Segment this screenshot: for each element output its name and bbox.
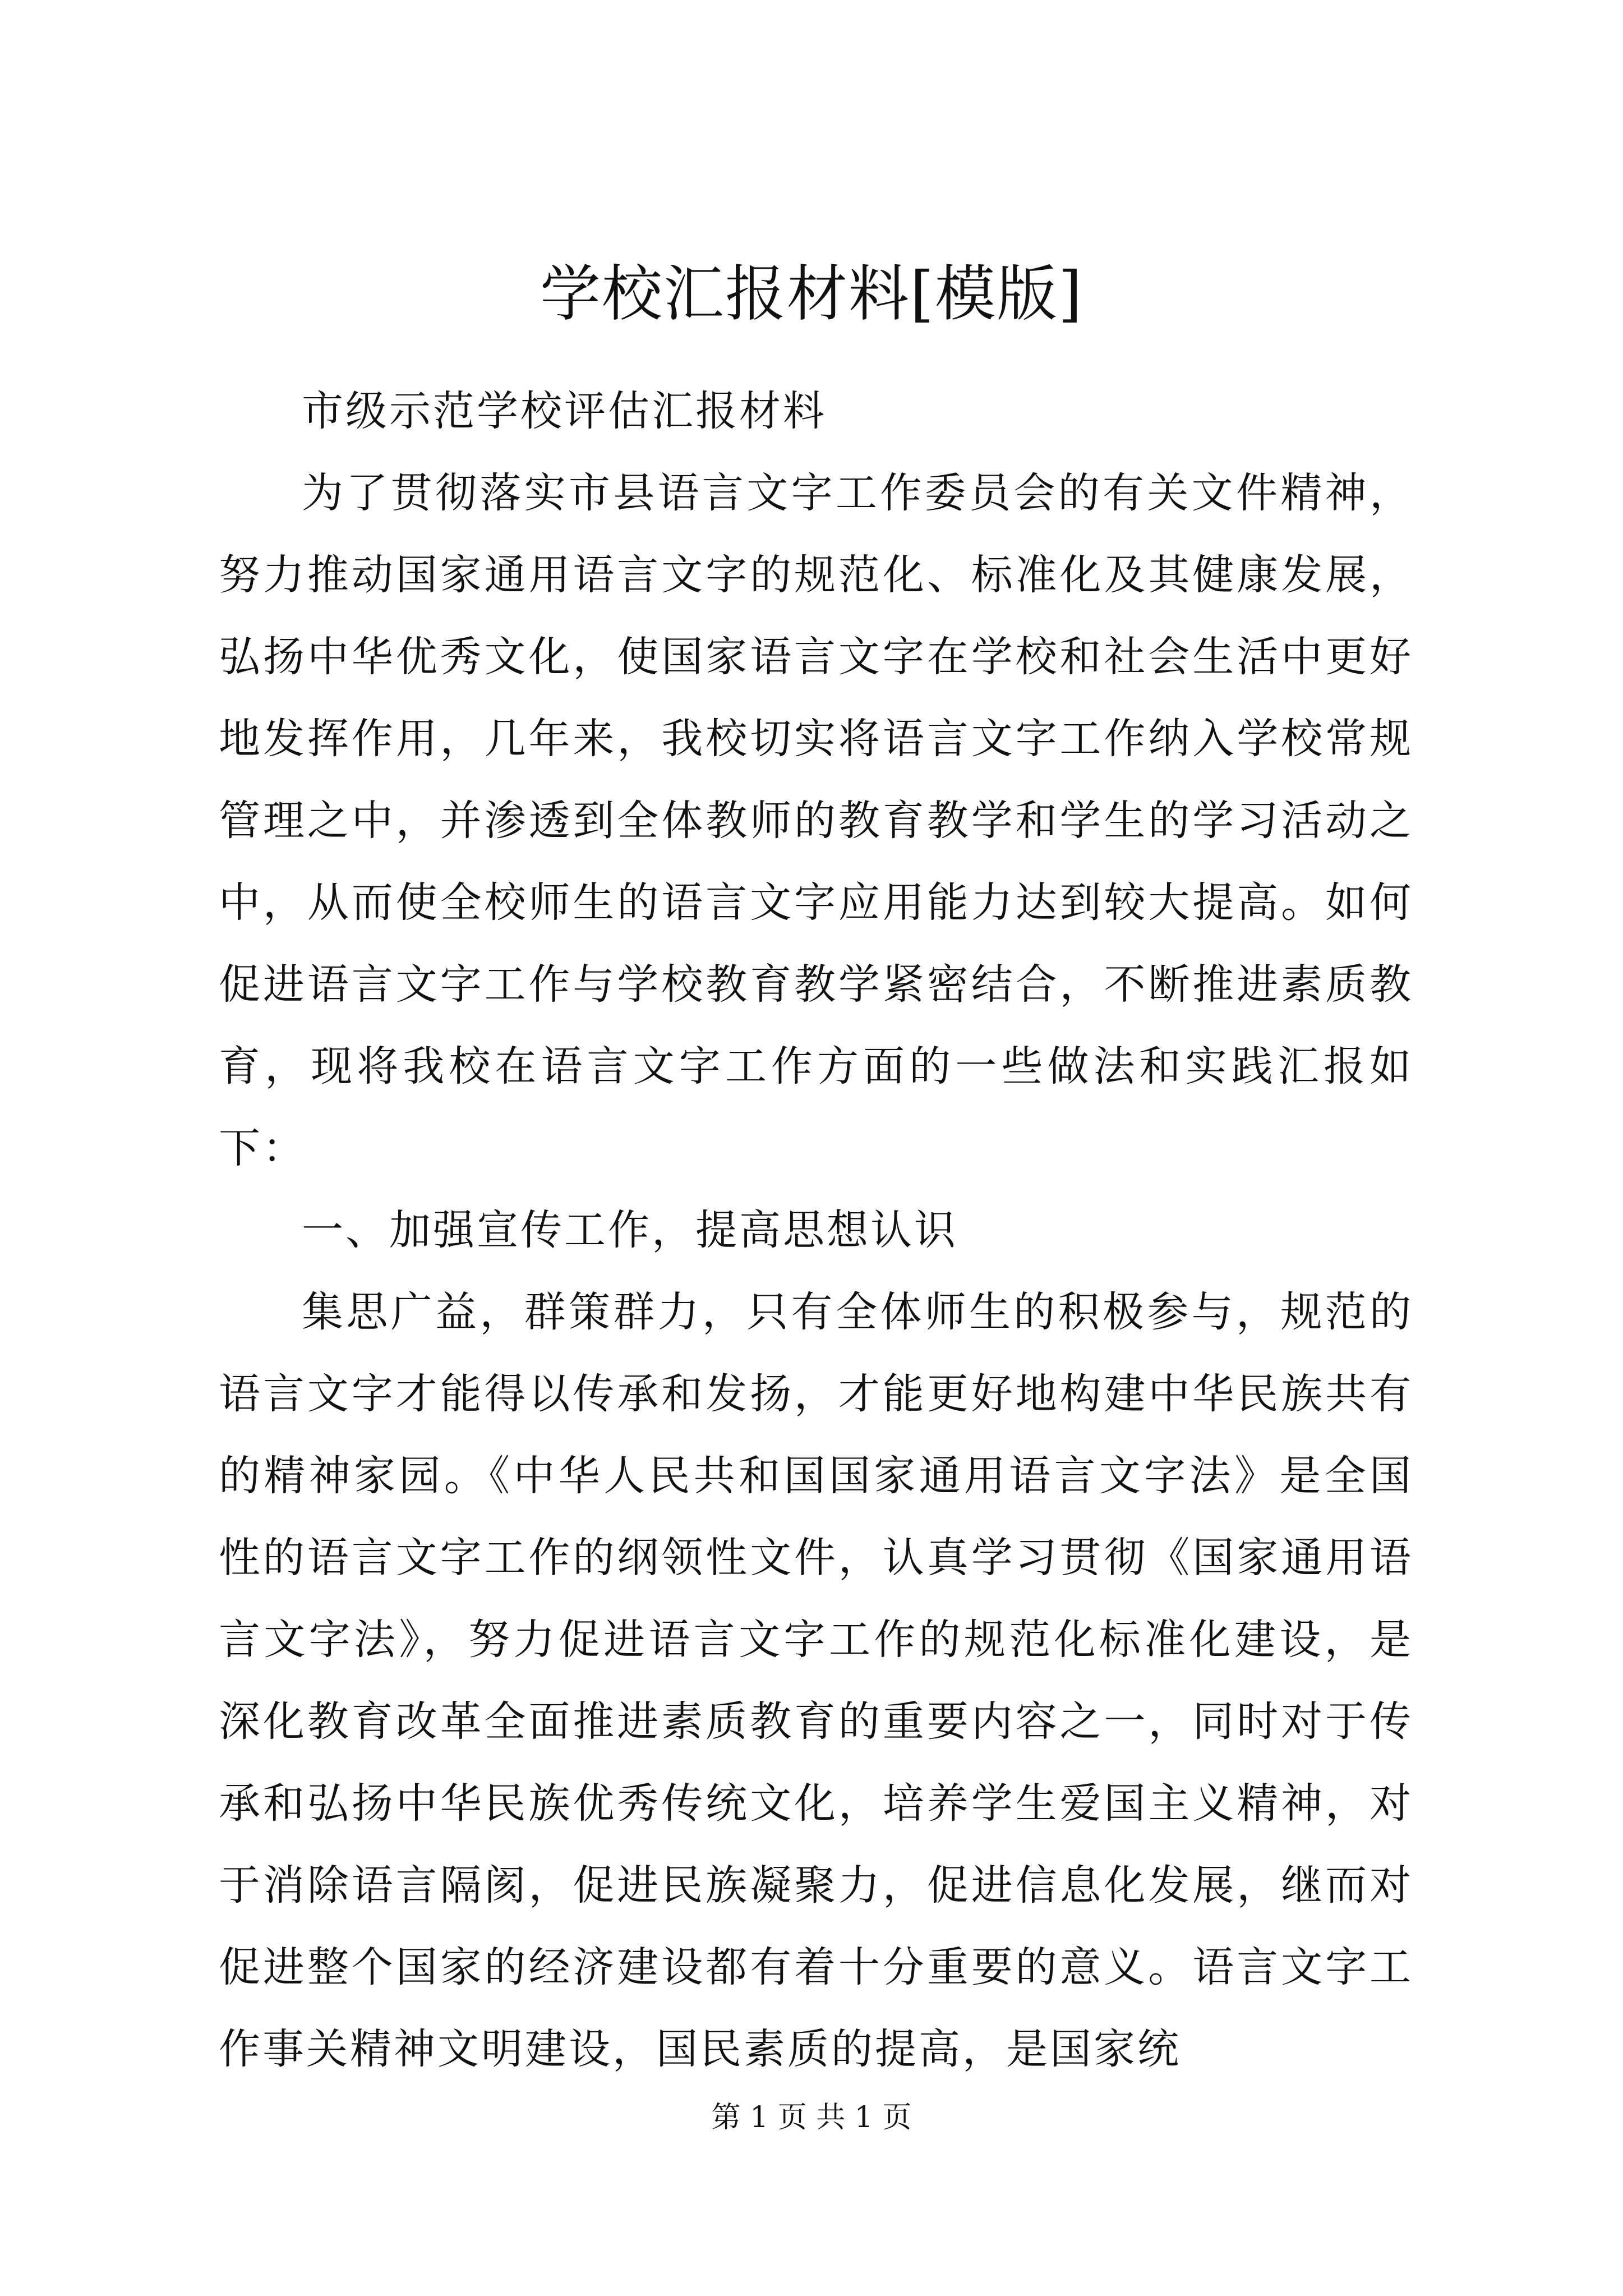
page-footer: 第 1 页 共 1 页: [711, 2101, 912, 2134]
subtitle-paragraph: 市级示范学校评估汇报材料: [302, 387, 827, 435]
body-paragraph: 集思广益，群策群力，只有全体师生的积极参与，规范的语言文字才能得以传承和发扬，才能更好地构建中华民族共有的精神家园。《中华人民共和国国家通用语言文字法》是全国性的语言文字工作的纲领性文件，认真学习贯彻《国家通用语言文字法》，努力促进语言文字工作的规范化标准化建设，是深化教育改革全面推进素质教育的重要内容之一，同时对于传承和弘扬中华民族优秀传统文化，培养学生爱国主义精神，对于消除语言隔阂，促进民族凝聚力，促进信息化发展，继而对促进整个国家的经济建设都有着十分重要的意义。语言文字工作事关精神文明建设，国民素质的提高，是国家统: [219, 1288, 1413, 2073]
document-body: [219, 370, 1413, 2090]
section-heading: 一、加强宣传工作，提高思想认识: [302, 1206, 958, 1254]
intro-paragraph: 为了贯彻落实市县语言文字工作委员会的有关文件精神，努力推动国家通用语言文字的规范化、标准化及其健康发展，弘扬中华优秀文化，使国家语言文字在学校和社会生活中更好地发挥作用，几年来，我校切实将语言文字工作纳入学校常规管理之中，并渗透到全体教师的教育教学和学生的学习活动之中，从而使全校师生的语言文字应用能力达到较大提高。如何促进语言文字工作与学校教育教学紧密结合，不断推进素质教育，现将我校在语言文字工作方面的一些做法和实践汇报如下：: [219, 469, 1413, 1172]
document-title: 学校汇报材料[模版]: [540, 259, 1083, 329]
